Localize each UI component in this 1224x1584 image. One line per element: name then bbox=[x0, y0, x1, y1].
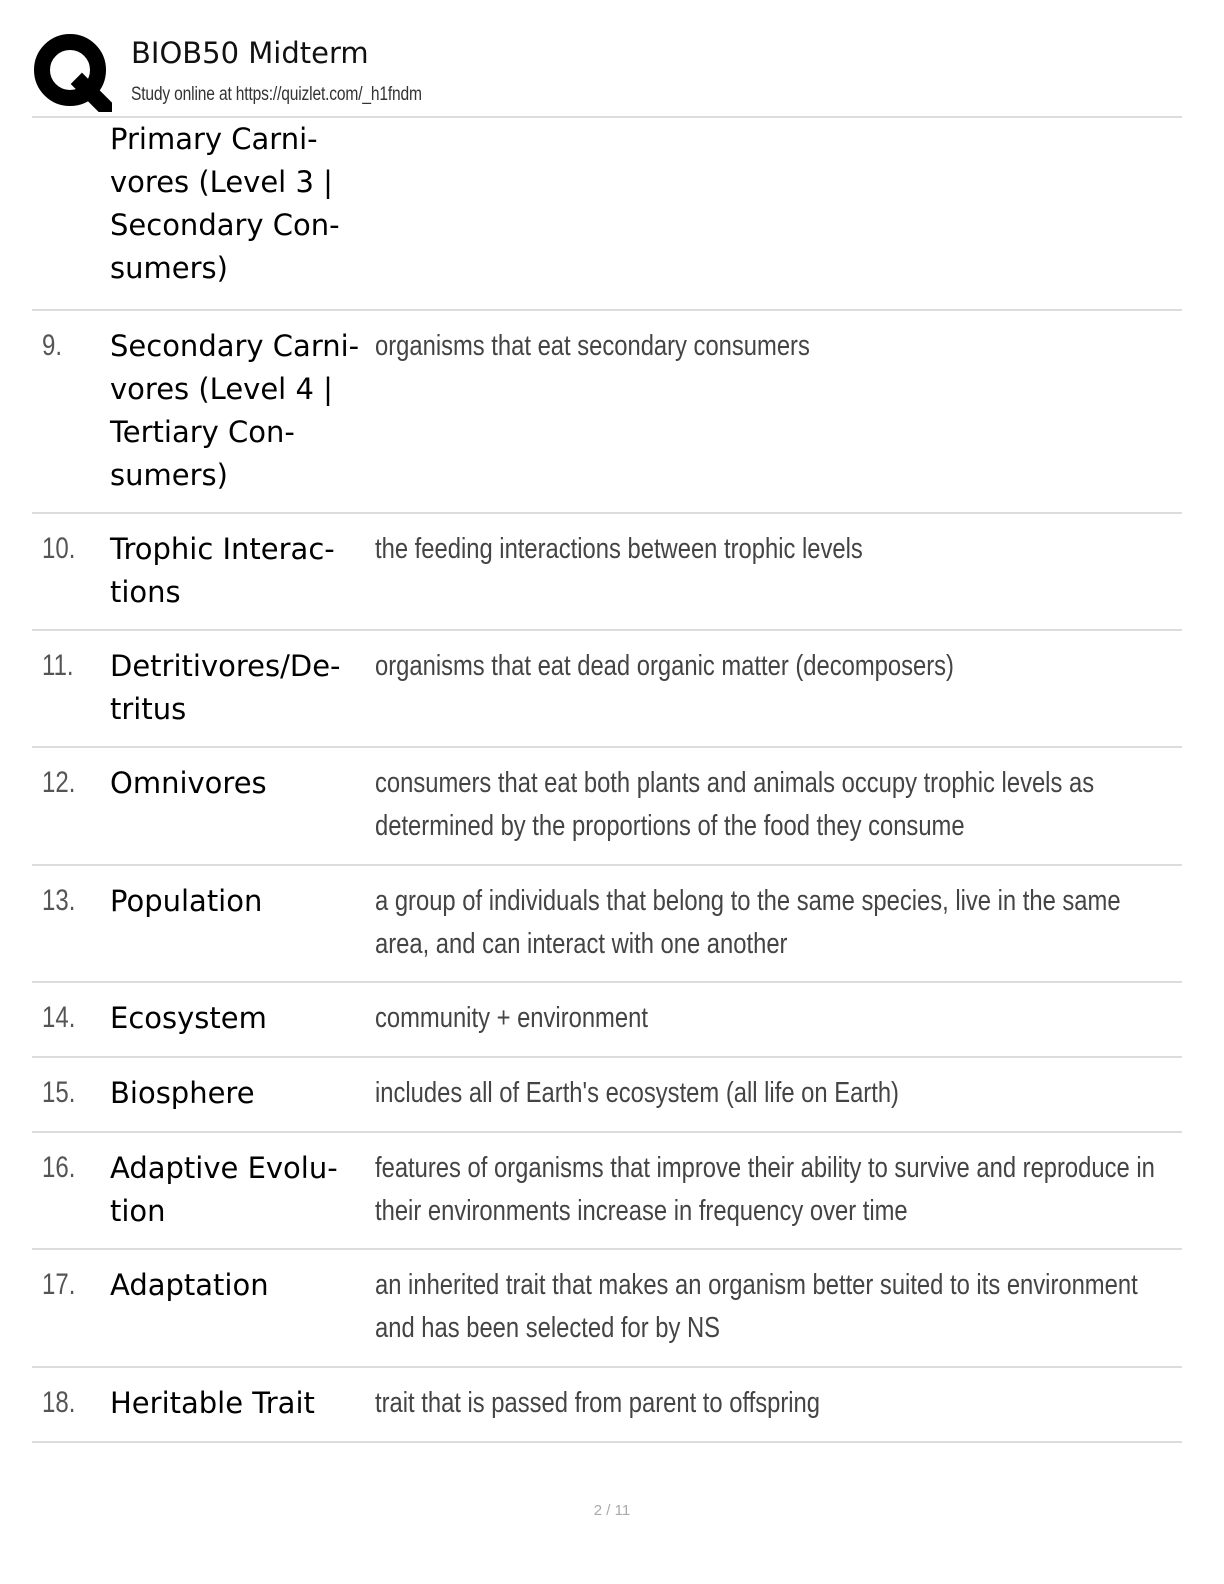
table-row bbox=[32, 1368, 1182, 1443]
row-number: 13. bbox=[42, 884, 76, 917]
row-number: 15. bbox=[42, 1076, 76, 1109]
page-number: 2 / 11 bbox=[593, 1502, 631, 1519]
definition-text: organisms that eat secondary consumers bbox=[375, 330, 810, 362]
term-text: Adaptive Evolu-tion bbox=[110, 1151, 338, 1228]
term-text: Ecosystem bbox=[110, 1001, 267, 1035]
document-header bbox=[32, 28, 1182, 118]
row-number: 12. bbox=[42, 766, 76, 799]
table-row bbox=[32, 311, 1182, 514]
table-row bbox=[32, 118, 1182, 311]
table-row bbox=[32, 1133, 1182, 1250]
term-text: Heritable Trait bbox=[110, 1386, 315, 1420]
table-row bbox=[32, 1058, 1182, 1133]
definition-text: includes all of Earth's ecosystem (all life on Earth) bbox=[375, 1077, 899, 1109]
definition-text: a group of individuals that belong to the same species, live in the same area, and can interact with one another bbox=[375, 885, 1121, 960]
table-row bbox=[32, 866, 1182, 983]
flashcard-table bbox=[32, 118, 1182, 1443]
term-text: Detritivores/De-tritus bbox=[110, 649, 341, 726]
row-number: 10. bbox=[42, 532, 76, 565]
definition-text: features of organisms that improve their ability to survive and reproduce in their environments increase in frequency over time bbox=[375, 1152, 1155, 1227]
term-text: Population bbox=[110, 884, 263, 918]
table-row bbox=[32, 514, 1182, 631]
document-title: BIOB50 Midterm bbox=[131, 36, 369, 70]
definition-text: community + environment bbox=[375, 1002, 648, 1034]
quizlet-logo-icon bbox=[32, 32, 112, 112]
definition-text: organisms that eat dead organic matter (decomposers) bbox=[375, 650, 954, 682]
row-number: 16. bbox=[42, 1151, 76, 1184]
row-number: 17. bbox=[42, 1268, 76, 1301]
definition-text: the feeding interactions between trophic levels bbox=[375, 533, 863, 565]
row-number: 9. bbox=[42, 329, 63, 362]
term-text: Biosphere bbox=[110, 1076, 255, 1110]
table-row bbox=[32, 631, 1182, 748]
row-number: 14. bbox=[42, 1001, 76, 1034]
row-number: 11. bbox=[42, 649, 74, 682]
table-row bbox=[32, 748, 1182, 866]
row-number: 18. bbox=[42, 1386, 76, 1419]
definition-text: trait that is passed from parent to offspring bbox=[375, 1387, 821, 1419]
study-online-link[interactable]: Study online at https://quizlet.com/_h1fndm bbox=[131, 84, 422, 105]
term-text: Secondary Carni-vores (Level 4 | Tertiary Con-sumers) bbox=[110, 329, 360, 492]
term-text: Trophic Interac-tions bbox=[110, 532, 335, 609]
table-row bbox=[32, 1250, 1182, 1368]
table-row bbox=[32, 983, 1182, 1058]
term-text: Omnivores bbox=[110, 766, 267, 800]
term-text: Adaptation bbox=[110, 1268, 269, 1302]
term-text: Primary Carni-vores (Level 3 | Secondary Con-sumers) bbox=[110, 122, 340, 285]
definition-text: consumers that eat both plants and animals occupy trophic levels as determined by the proportions of the food they consume bbox=[375, 767, 1095, 842]
definition-text: an inherited trait that makes an organism better suited to its environment and has been selected for by NS bbox=[375, 1269, 1138, 1344]
